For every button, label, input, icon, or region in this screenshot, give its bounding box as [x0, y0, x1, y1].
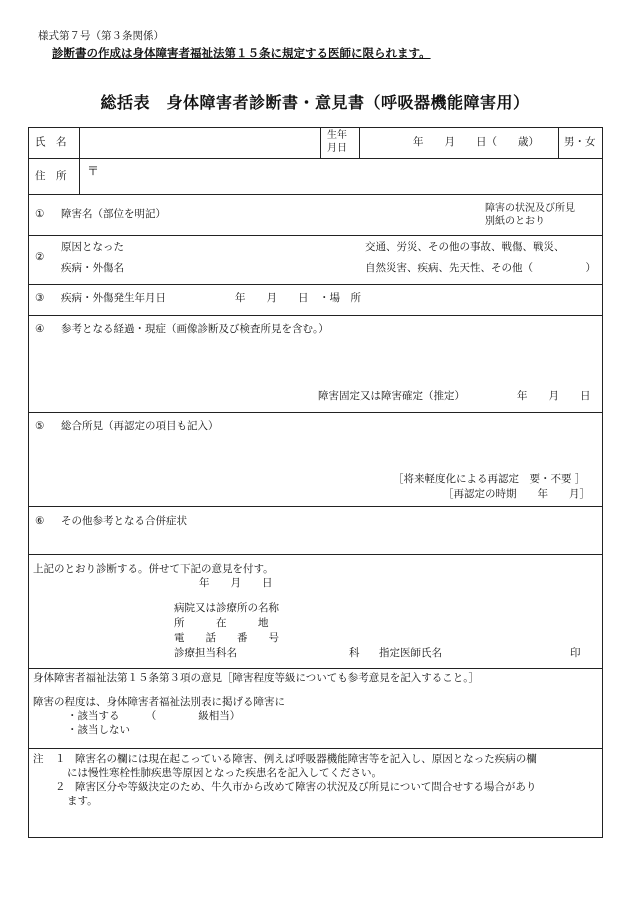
complications-field[interactable] — [37, 531, 596, 551]
opinion-intro: 障害の程度は、身体障害者福祉法別表に掲げる障害に — [33, 696, 285, 708]
note-text: には慢性寒栓性肺疾患等原因となった疾患名を記入してください。 — [67, 767, 382, 779]
col-divider — [320, 128, 321, 158]
option-not-applicable[interactable]: ・該当しない — [67, 724, 130, 736]
opinion-heading: 身体障害者福祉法第１５条第３項の意見［障害程度等級についても参考意見を記入すること。］ — [33, 672, 480, 684]
diagnosis-statement: 上記のとおり診断する。併せて下記の意見を付す。 — [33, 563, 274, 575]
onset-date-label: 疾病・外傷発生年月日 — [61, 292, 166, 304]
row-divider — [29, 748, 602, 749]
recert-required[interactable]: ［将来軽度化による再認定 要・不要 ］ — [393, 473, 586, 485]
cause-label: 原因となった — [61, 241, 124, 253]
row-divider — [29, 158, 602, 159]
row-divider — [29, 554, 602, 555]
item-number: ⑤ — [35, 420, 45, 432]
col-divider — [79, 128, 80, 194]
diagnosis-date[interactable]: 年 月 日 — [199, 577, 273, 589]
col-divider — [359, 128, 360, 158]
fixed-date-field[interactable]: 年 月 日 — [517, 390, 591, 402]
notice-text: 診断書の作成は身体障害者福祉法第１５条に規定する医師に限られます。 — [52, 46, 431, 60]
item-number: ① — [35, 208, 45, 220]
item-number: ④ — [35, 323, 45, 335]
row-divider — [29, 235, 602, 236]
row-divider — [29, 506, 602, 507]
address-label: 住 所 — [35, 170, 67, 182]
disability-note: 別紙のとおり — [485, 216, 545, 227]
doctor-name-label: 指定医師氏名 — [379, 647, 442, 659]
seal-mark: 印 — [570, 647, 581, 659]
option-applicable[interactable]: ・該当する （ 級相当） — [67, 710, 241, 722]
recert-timing[interactable]: ［再認定の時期 年 月］ — [443, 488, 590, 500]
course-field[interactable] — [37, 340, 596, 388]
birth-label: 生年 — [327, 130, 347, 141]
item-number: ③ — [35, 292, 45, 304]
hospital-address-label: 所 在 地 — [174, 617, 269, 629]
cause-label: 疾病・外傷名 — [61, 262, 124, 274]
page-title: 総括表 身体障害者診断書・意見書（呼吸器機能障害用） — [100, 93, 530, 112]
birth-label: 月日 — [327, 143, 347, 154]
form-number: 様式第７号（第３条関係） — [38, 30, 164, 42]
note-number: １ — [55, 753, 66, 765]
address-field[interactable] — [83, 161, 598, 191]
course-label: 参考となる経過・現症（画像診断及び検査所見を含む。） — [61, 323, 329, 335]
department-suffix: 科 — [349, 647, 360, 659]
diagnosis-form — [28, 127, 603, 838]
name-label: 氏 名 — [35, 136, 67, 148]
disability-note: 障害の状況及び所見 — [485, 203, 575, 214]
fixed-label: 障害固定又は障害確定（推定） — [318, 390, 465, 402]
postal-mark: 〒 — [87, 164, 100, 178]
name-field[interactable] — [83, 130, 317, 156]
note-number: ２ — [55, 781, 66, 793]
note-text: ます。 — [67, 795, 98, 807]
note-text: 障害区分や等級決定のため、牛久市から改めて障害の状況及び所見について問合せする場合があり — [75, 781, 537, 793]
note-text: 障害名の欄には現在起こっている障害、例えば呼吸器機能障害等を記入し、原因となった疾病の欄 — [75, 753, 537, 765]
row-divider — [29, 315, 602, 316]
cause-options[interactable]: 自然災害、疾病、先天性、その他（ ） — [365, 262, 596, 274]
item-number: ⑥ — [35, 515, 45, 527]
overall-findings-field[interactable] — [37, 438, 596, 472]
col-divider — [558, 128, 559, 158]
cause-options[interactable]: 交通、労災、その他の事故、戦傷、戦災、 — [365, 241, 565, 253]
birth-date-field[interactable]: 年 月 日（ 歳） — [413, 136, 539, 148]
overall-findings-label: 総合所見（再認定の項目も記入） — [61, 420, 219, 432]
department-label: 診療担当科名 — [174, 647, 237, 659]
hospital-name-label: 病院又は診療所の名称 — [174, 602, 279, 614]
row-divider — [29, 668, 602, 669]
row-divider — [29, 194, 602, 195]
onset-date-field[interactable]: 年 月 日 ・場 所 — [235, 292, 361, 304]
gender-field[interactable]: 男・女 — [564, 136, 596, 148]
hospital-phone-label: 電 話 番 号 — [174, 632, 279, 644]
row-divider — [29, 412, 602, 413]
disability-name-label: 障害名（部位を明記） — [61, 208, 166, 220]
row-divider — [29, 284, 602, 285]
item-number: ② — [35, 251, 45, 263]
notes-label: 注 — [33, 753, 44, 765]
complications-label: その他参考となる合併症状 — [61, 515, 187, 527]
